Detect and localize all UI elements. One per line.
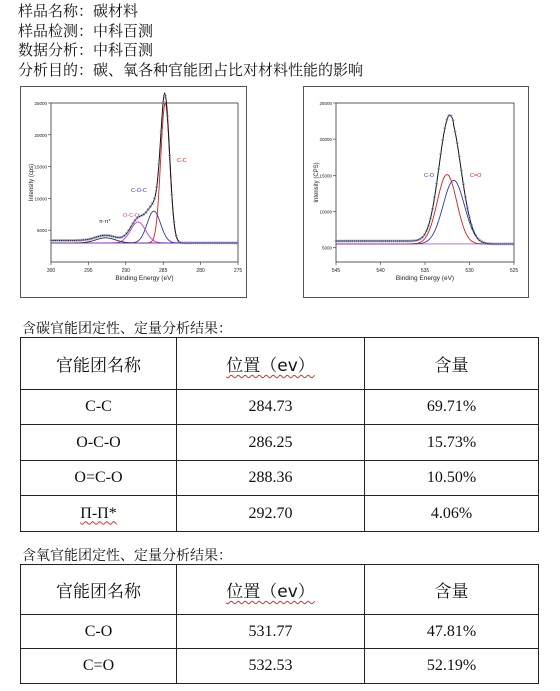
x-axis-label: Binding Energy (eV) bbox=[115, 275, 174, 282]
cell-content: 15.73% bbox=[365, 425, 539, 461]
component-peak-line bbox=[51, 103, 238, 243]
cell-content: 47.81% bbox=[365, 615, 539, 649]
header-group-name: 官能团名称 bbox=[21, 338, 177, 390]
table-header-row bbox=[21, 338, 539, 390]
x-tick-label: 285 bbox=[159, 268, 168, 274]
y-tick-label: 20000 bbox=[34, 132, 47, 138]
table-row bbox=[21, 390, 539, 425]
x-tick-label: 290 bbox=[121, 268, 130, 274]
peak-annotation: π-π* bbox=[99, 219, 111, 225]
y-tick-label: 25000 bbox=[319, 101, 332, 106]
x-tick-label: 535 bbox=[420, 268, 430, 274]
cell-content: 4.06% bbox=[365, 496, 539, 532]
x-tick-label: 295 bbox=[84, 268, 93, 274]
y-tick-label: 10000 bbox=[34, 196, 47, 202]
carbon-table-caption: 含碳官能团定性、定量分析结果： bbox=[22, 321, 232, 337]
x-tick-label: 280 bbox=[196, 268, 205, 274]
cell-content: 52.19% bbox=[365, 649, 539, 684]
x-axis-label: Binding Energy (eV) bbox=[395, 275, 455, 282]
header-position: 位置（ev） bbox=[177, 565, 365, 615]
sample-test-line: 样品检测：中科百测 bbox=[18, 21, 154, 40]
y-tick-label: 10000 bbox=[319, 209, 332, 215]
y-tick-label: 5000 bbox=[36, 228, 47, 234]
x-tick-label: 300 bbox=[46, 268, 56, 274]
plot-area bbox=[51, 103, 238, 262]
envelope-line bbox=[51, 93, 238, 243]
table-header-row bbox=[21, 565, 539, 615]
sample-info bbox=[18, 2, 363, 80]
envelope-line bbox=[336, 115, 514, 244]
oxygen-table-caption: 含氧官能团定性、定量分析结果： bbox=[22, 548, 232, 564]
y-tick-label: 25000 bbox=[34, 101, 47, 106]
cell-group: O-C-O bbox=[21, 425, 177, 461]
peak-annotation: C-O-C bbox=[131, 188, 147, 194]
peak-annotation: C=O bbox=[470, 173, 482, 179]
y-tick-label: 20000 bbox=[319, 137, 332, 143]
x-tick-label: 540 bbox=[376, 268, 385, 274]
cell-position: 531.77 bbox=[177, 615, 365, 649]
cell-group: C=O bbox=[21, 649, 177, 684]
c1s-spectrum-chart bbox=[20, 86, 247, 298]
y-tick-label: 15000 bbox=[34, 164, 47, 170]
c1s-spectrum-svg bbox=[21, 87, 246, 297]
header-position: 位置（ev） bbox=[177, 338, 365, 390]
oxygen-result-table bbox=[20, 564, 539, 684]
x-tick-label: 275 bbox=[233, 268, 243, 274]
cell-position: 292.70 bbox=[177, 496, 365, 532]
cell-position: 286.25 bbox=[177, 425, 365, 461]
peak-annotation: C-O bbox=[424, 173, 435, 179]
table-row bbox=[21, 425, 539, 461]
y-tick-label: 15000 bbox=[319, 173, 332, 179]
analysis-purpose-line: 分析目的：碳、氧各种官能团占比对材料性能的影响 bbox=[18, 60, 364, 79]
cell-position: 288.36 bbox=[177, 461, 365, 496]
cell-group: Π-Π* bbox=[21, 496, 177, 532]
carbon-result-table bbox=[20, 337, 539, 532]
table-row bbox=[21, 496, 539, 532]
cell-group: C-O bbox=[21, 615, 177, 649]
o1s-spectrum-chart bbox=[303, 86, 529, 298]
y-axis-label: Intensity (CPS) bbox=[314, 162, 320, 203]
header-content: 含量 bbox=[365, 338, 539, 390]
cell-content: 10.50% bbox=[365, 461, 539, 496]
x-tick-label: 530 bbox=[465, 268, 474, 274]
table-row bbox=[21, 615, 539, 649]
sample-name-line: 样品名称：碳材料 bbox=[18, 2, 139, 20]
data-analysis-line: 数据分析：中科百测 bbox=[18, 41, 154, 59]
component-peak-line bbox=[51, 211, 238, 243]
x-tick-label: 545 bbox=[331, 268, 341, 274]
table-row bbox=[21, 649, 539, 684]
cell-group: C-C bbox=[21, 390, 177, 425]
x-tick-label: 525 bbox=[509, 268, 519, 274]
cell-position: 532.53 bbox=[177, 649, 365, 684]
header-group-name: 官能团名称 bbox=[21, 565, 177, 615]
cell-content: 69.71% bbox=[365, 390, 539, 425]
peak-annotation: O-C-O bbox=[123, 213, 140, 219]
peak-annotation: C-C bbox=[177, 158, 187, 164]
y-axis-label: Intensity (cps) bbox=[29, 163, 35, 202]
y-tick-label: 5000 bbox=[321, 245, 332, 251]
header-content: 含量 bbox=[365, 565, 539, 615]
cell-group: O=C-O bbox=[21, 461, 177, 496]
cell-position: 284.73 bbox=[177, 390, 365, 425]
table-row bbox=[21, 461, 539, 496]
o1s-spectrum-svg bbox=[304, 87, 528, 297]
